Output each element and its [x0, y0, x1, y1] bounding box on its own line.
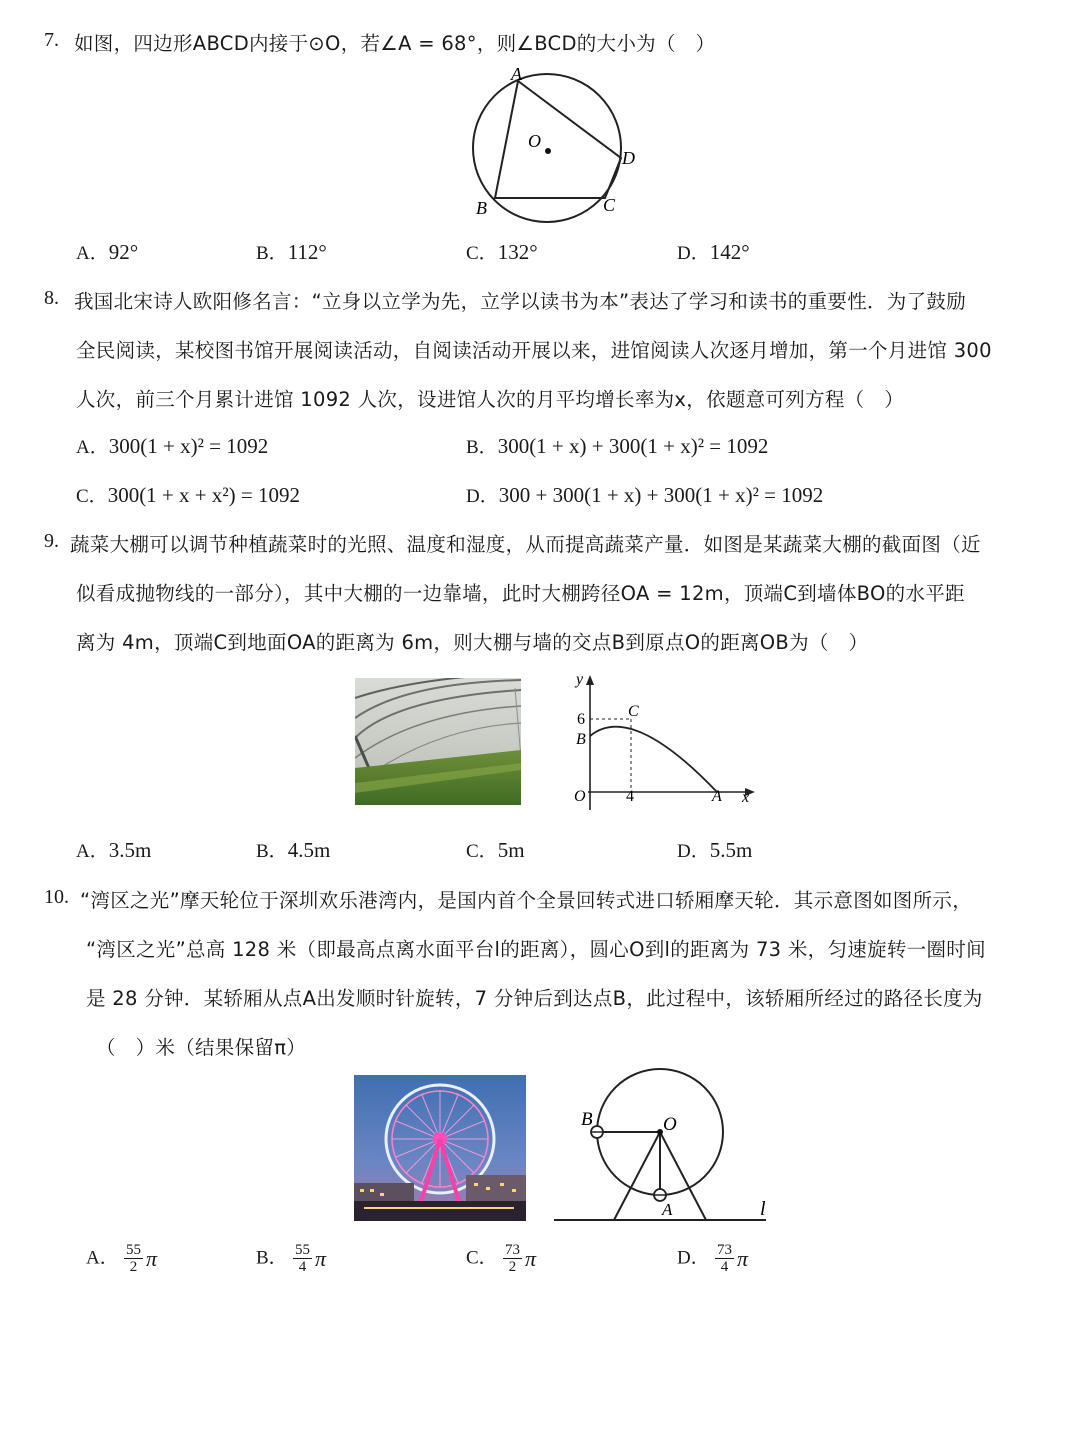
q8-option-d: D．300 + 300(1 + x) + 300(1 + x)² = 1092	[466, 483, 824, 507]
ferris-wheel-photo	[354, 1075, 526, 1221]
q9-option-b: B．4.5m	[256, 838, 331, 862]
q10-line-1: “湾区之光”摩天轮位于深圳欢乐港湾内，是国内首个全景回转式进口轿厢摩天轮．其示意图如图所示，	[80, 889, 973, 912]
q9-label-y: y	[576, 671, 584, 688]
q9-parabola-curve	[590, 727, 717, 792]
q7-stem: 如图，四边形ABCD内接于⊙O，若∠A = 68°，则∠BCD的大小为（ ）	[74, 32, 716, 55]
q10-label-l: l	[760, 1198, 766, 1220]
q9-line-2: 似看成抛物线的一部分），其中大棚的一边靠墙，此时大棚跨径OA = 12m，顶端C到墙体BO的水平距	[76, 582, 965, 605]
q10-line-2: “湾区之光”总高 128 米（即最高点离水面平台l的距离），圆心O到l的距离为 73 米，匀速旋转一圈时间	[86, 938, 986, 961]
q9-label-4: 4	[626, 788, 634, 805]
greenhouse-photo	[355, 678, 521, 805]
q9-label-c: C	[628, 703, 639, 720]
q10-label-o: O	[663, 1114, 677, 1135]
q8-line-2: 全民阅读，某校图书馆开展阅读活动，自阅读活动开展以来，进馆阅读人次逐月增加，第一个月进馆 300	[76, 339, 992, 362]
q10-label-b: B	[581, 1109, 593, 1130]
q8-option-c: C．300(1 + x + x²) = 1092	[76, 483, 300, 507]
q9-y-arrow	[586, 675, 594, 685]
q10-number: 10.	[44, 886, 69, 908]
q9-line-3: 离为 4m，顶端C到地面OA的距离为 6m，则大棚与墙的交点B到原点O的距离OB为（ ）	[76, 631, 869, 654]
q9-line-1: 蔬菜大棚可以调节种植蔬菜时的光照、温度和湿度，从而提高蔬菜产量．如图是某蔬菜大棚的截面图（近	[70, 533, 981, 556]
q10-label-a: A	[662, 1200, 673, 1219]
q8-number: 8.	[44, 287, 59, 309]
q8-option-b: B．300(1 + x) + 300(1 + x)² = 1092	[466, 434, 769, 458]
q7-circle	[473, 74, 621, 222]
q8-line-3: 人次，前三个月累计进馆 1092 人次，设进馆人次的月平均增长率为x，依题意可列方程（ ）	[76, 388, 905, 411]
q10-option-a: A． $\frac{55}{2}$ π	[86, 1242, 158, 1275]
q7-label-o: O	[528, 131, 541, 151]
q10-option-b: B． $\frac{55}{4}$ π	[256, 1242, 326, 1275]
q7-option-d: D．142°	[677, 240, 750, 264]
q9-option-c: C．5m	[466, 838, 525, 862]
q9-option-a: A．3.5m	[76, 838, 152, 862]
q9-label-b: B	[576, 731, 586, 748]
q9-label-o: O	[574, 788, 586, 805]
q8-line-1: 我国北宋诗人欧阳修名言：“立身以立学为先，立学以读书为本”表达了学习和读书的重要性．为了鼓励	[74, 290, 967, 313]
q7-label-c: C	[603, 195, 616, 215]
q7-option-a: A．92°	[76, 240, 139, 264]
q9-label-x: x	[742, 789, 750, 806]
q9-label-6: 6	[577, 711, 585, 728]
q10-support-left	[614, 1132, 660, 1220]
q10-wheel-diagram	[552, 1064, 772, 1226]
q7-label-b: B	[476, 198, 487, 218]
q7-option-b: B．112°	[256, 240, 327, 264]
q7-label-d: D	[622, 148, 635, 168]
q7-label-a: A	[511, 64, 522, 84]
q9-parabola-graph	[552, 670, 762, 818]
q10-line-3: 是 28 分钟．某轿厢从点A出发顺时针旋转，7 分钟后到达点B，此过程中，该轿厢所经过的路径长度为	[86, 987, 983, 1010]
q10-line-4: （ ）米（结果保留π）	[96, 1036, 307, 1059]
q9-label-a: A	[712, 788, 722, 805]
q10-option-d: D． $\frac{73}{4}$ π	[677, 1242, 749, 1275]
q9-number: 9.	[44, 530, 59, 552]
q10-option-c: C． $\frac{73}{2}$ π	[466, 1242, 536, 1275]
q7-option-c: C．132°	[466, 240, 538, 264]
q7-number: 7.	[44, 29, 59, 51]
q9-option-d: D．5.5m	[677, 838, 753, 862]
q8-option-a: A．300(1 + x)² = 1092	[76, 434, 269, 458]
q7-center-dot	[545, 148, 551, 154]
q7-circle-figure	[460, 64, 650, 224]
